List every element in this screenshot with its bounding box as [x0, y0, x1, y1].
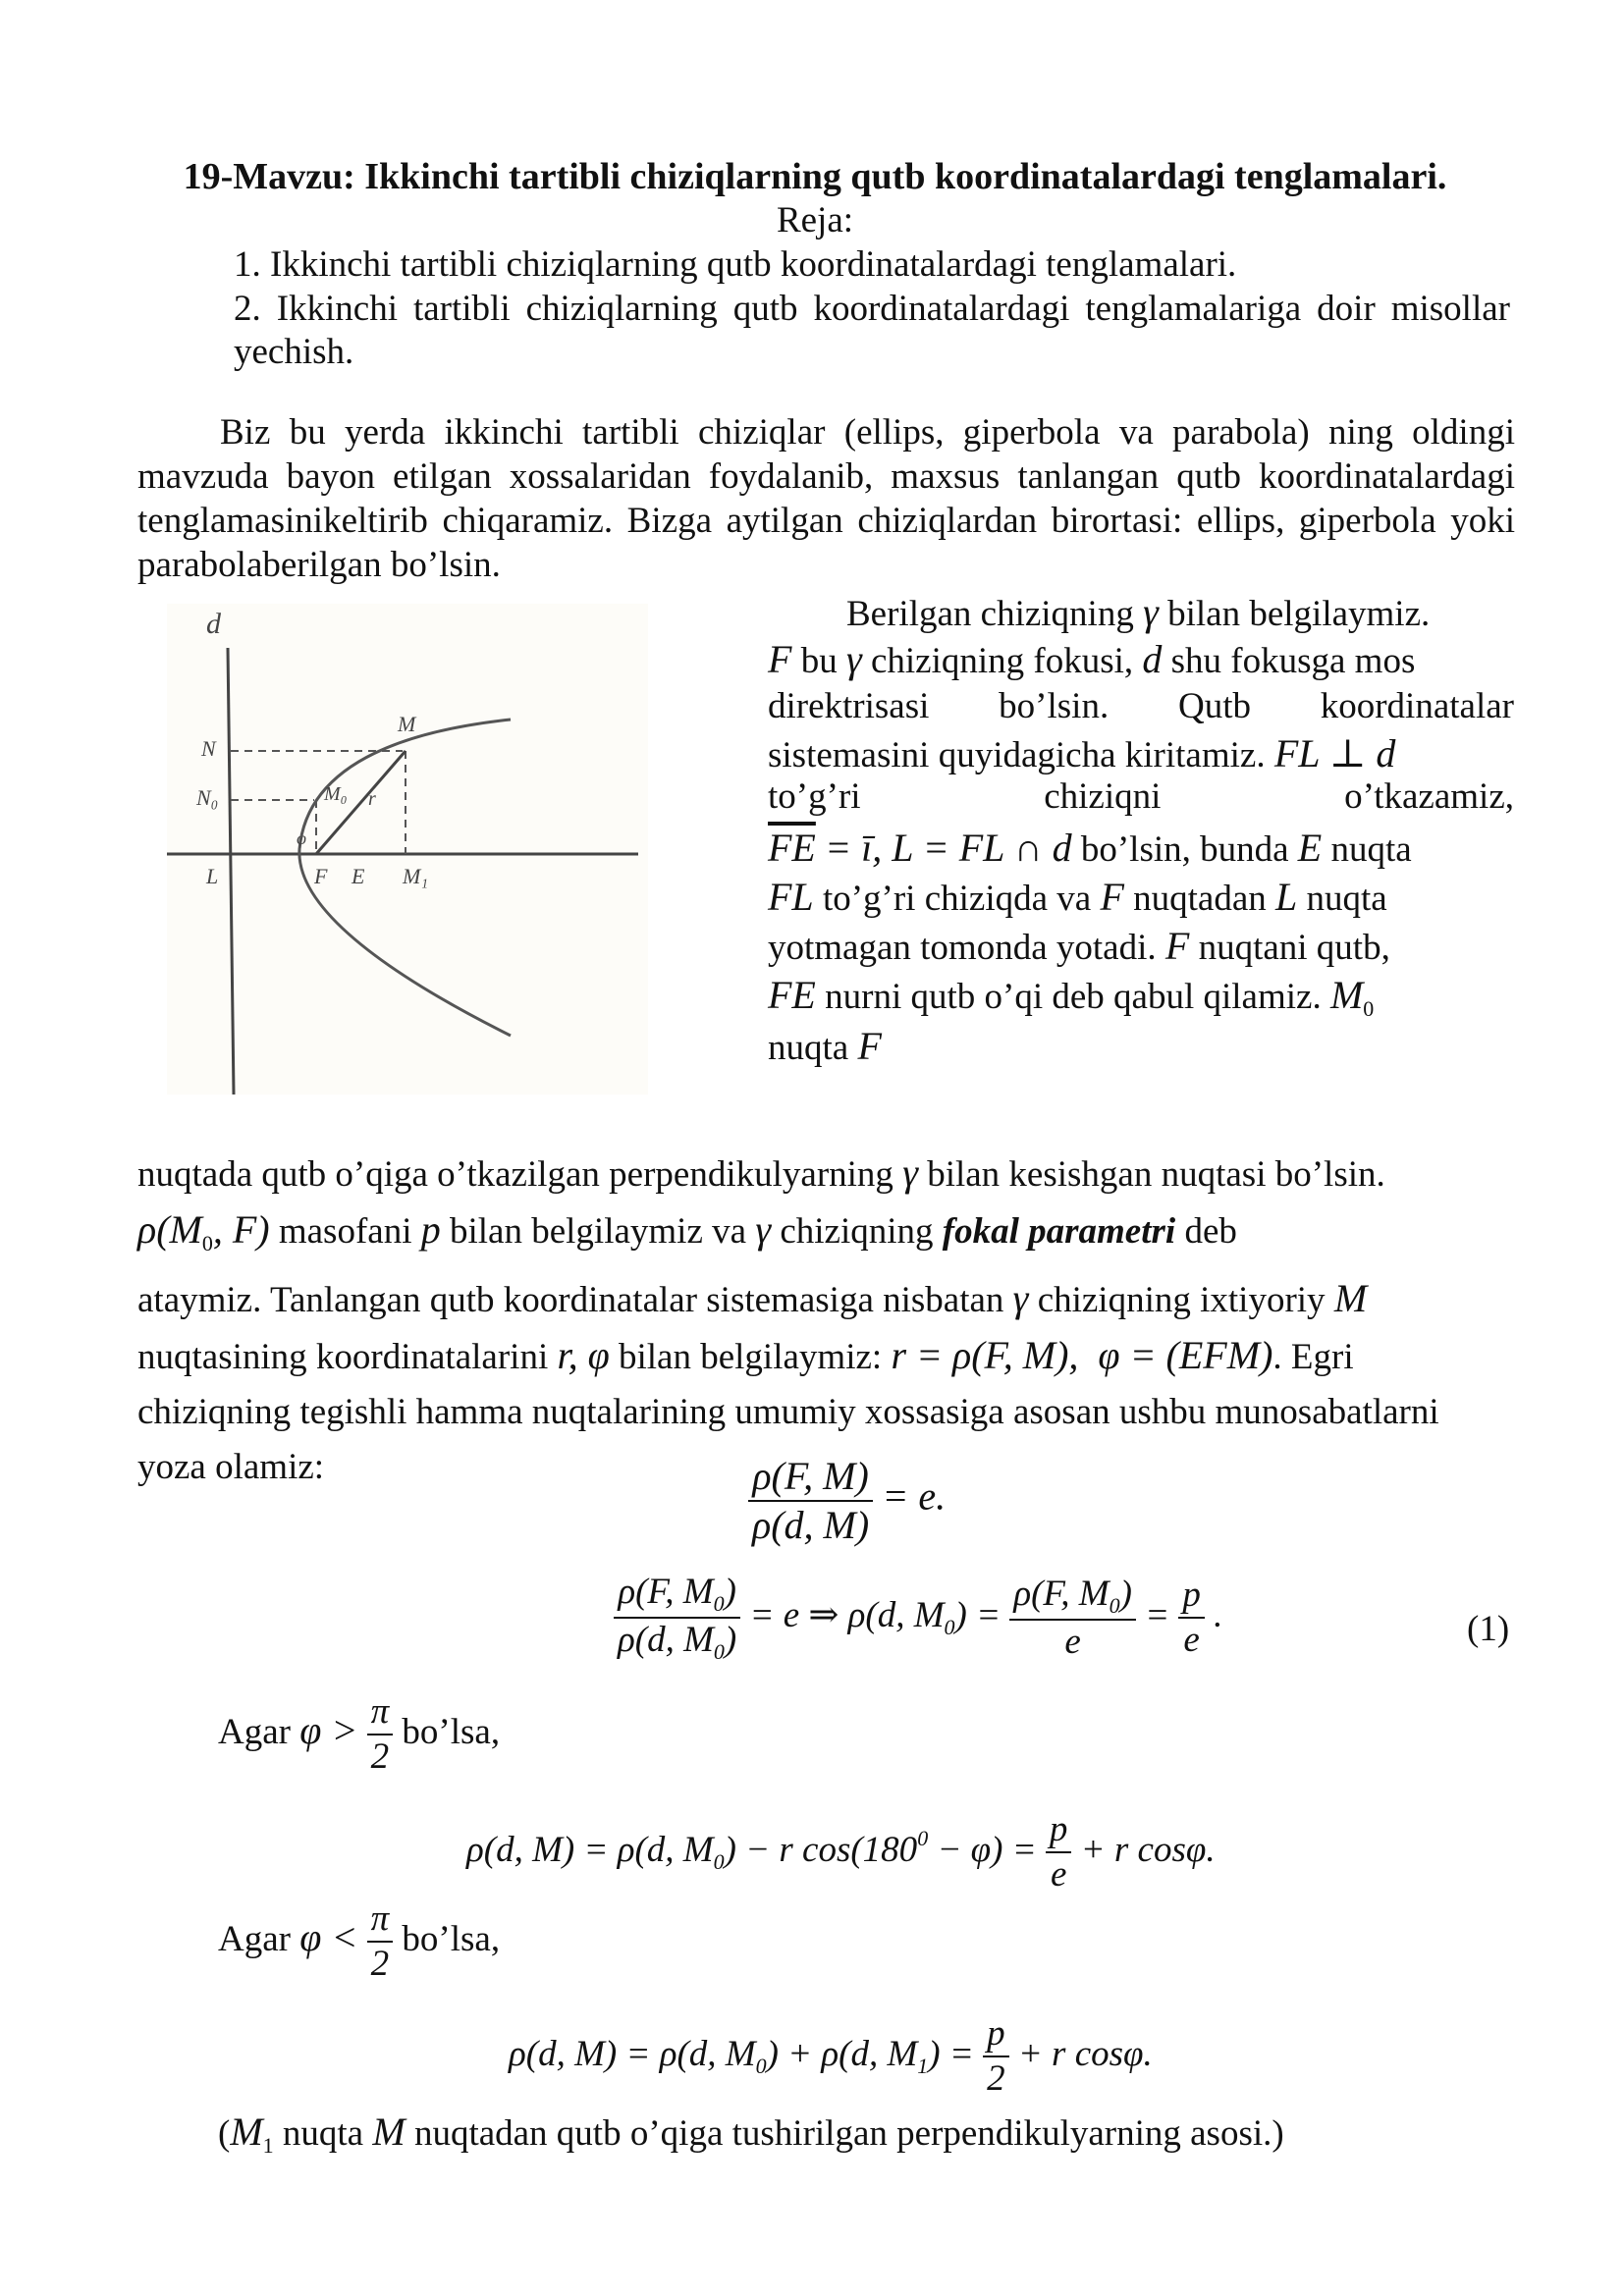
equation-number: (1) [1467, 1609, 1510, 1649]
equation-1: $\frac{\rho(F, M_0)}{\rho(d, M_0)}$ = e ⇒ ρ(d, $M_0$) = $\frac{\rho(F, M_0)}{e}$ = $\frac{p}{e}$ . [614, 1571, 1222, 1666]
fokal-parametri-term: fokal parametri [942, 1211, 1176, 1252]
fig-label-phi: φ [297, 828, 306, 848]
fig-label-d: d [206, 608, 221, 640]
fig-label-f: F [314, 864, 328, 888]
condition-2: Agar φ < $\frac{\pi}{2}$ bo’lsa, [218, 1897, 500, 1987]
rc-line-1: Berilgan chiziqning γ bilan belgilaymiz. [846, 590, 1431, 634]
fig-label-n: N [201, 736, 216, 761]
equation-case-2: ρ(d, M) = ρ(d, $M_0) + \rho(d$, $M_1$) = $\frac{p}{2}$ + r cosφ. [509, 2012, 1153, 2102]
rc-line-10: nuqta F [768, 1024, 882, 1068]
fig-label-r: r [368, 788, 376, 810]
definition-paragraph: nuqtada qutb o’qiga o’tkazilgan perpendikulyarning γ bilan kesishgan nuqtasi bo’lsin. $\rho(M_0$, F) masofani p bilan belgilaymiz va γ chiziqning fokal parametri deb ataymiz. Tanlangan qutb koordinatalar sistemasiga nisbatan γ chiziqning ixtiyoriy M nuqtasining koordinatalarini r, φ bilan belgilaymiz: r = ρ(F, M), φ = (EFM). Egri chiziqning tegishli hamma nuqtalarining umumiy xossasiga asosan ushbu munosabatlarni yoza olamiz: [137, 1150, 1439, 1487]
fig-label-e: E [352, 864, 365, 888]
rc-line-5: to’g’ri chiziqni o’tkazamiz, [768, 776, 1514, 817]
rc-line-3: direktrisasi bo’lsin. Qutb koordinatalar [768, 686, 1514, 726]
rc-line-2: F bu γ chiziqning fokusi, d shu fokusga mos [768, 637, 1416, 681]
parabola-figure [167, 604, 648, 1095]
rc-line-8: yotmagan tomonda yotadi. F nuqtani qutb, [768, 924, 1390, 968]
fig-label-l: L [206, 864, 219, 888]
page-title: 19-Mavzu: Ikkinchi tartibli chiziqlarning qutb koordinatalardagi tenglamalari. [183, 156, 1447, 197]
condition-1: Agar φ > $\frac{\pi}{2}$ bo’lsa, [218, 1690, 500, 1780]
right-column [768, 589, 1514, 1099]
equation-ratio-e: $\frac{\rho(F, M)}{\rho(d, M)}$ = e. [748, 1453, 946, 1549]
fig-label-m1: M₁ [403, 864, 428, 888]
fig-label-m: M [398, 712, 416, 736]
fig-label-n0: N₀ [196, 785, 219, 810]
footnote: ($M_1$ nuqta M nuqtadan qutb o’qiga tushirilgan perpendikulyarning asosi.) [218, 2109, 1284, 2158]
equation-case-1: ρ(d, M) = ρ(d, $M_0) - r$ $\cos(180^0 - \varphi)$ = $\frac{p}{e}$ + r cosφ. [466, 1808, 1216, 1897]
rc-line-7: FL to’g’ri chiziqda va F nuqtadan L nuqta [768, 875, 1387, 919]
plan-item-2: 2. Ikkinchi tartibli chiziqlarning qutb koordinatalardagi tenglamalariga doir misollar yechish. [234, 289, 1510, 373]
rc-line-4: sistemasini quyidagicha kiritamiz. FL ⊥ d [768, 731, 1396, 775]
rc-line-9: FE nurni qutb o’qi deb qabul qilamiz. $M_0$ [768, 973, 1375, 1021]
plan-item-1: 1. Ikkinchi tartibli chiziqlarning qutb koordinatalardagi tenglamalari. [234, 244, 1237, 285]
intro-paragraph: Biz bu yerda ikkinchi tartibli chiziqlar (ellips, giperbola va parabola) ning oldingi mavzuda bayon etilgan xossalaridan foydalanib, maxsus tanlangan qutb koordinatalardagi tenglamasinikeltirib chiqaramiz. Bizga aytilgan chiziqlardan birortasi: ellips, giperbola yoki parabolaberilgan bo’lsin. [137, 412, 1515, 585]
rc-line-6: $\overline{FE}$ = ī, L = FL ∩ d bo’lsin, bunda E nuqta [768, 826, 1412, 870]
fig-label-m0: M₀ [324, 783, 348, 805]
plan-heading: Reja: [776, 200, 854, 240]
